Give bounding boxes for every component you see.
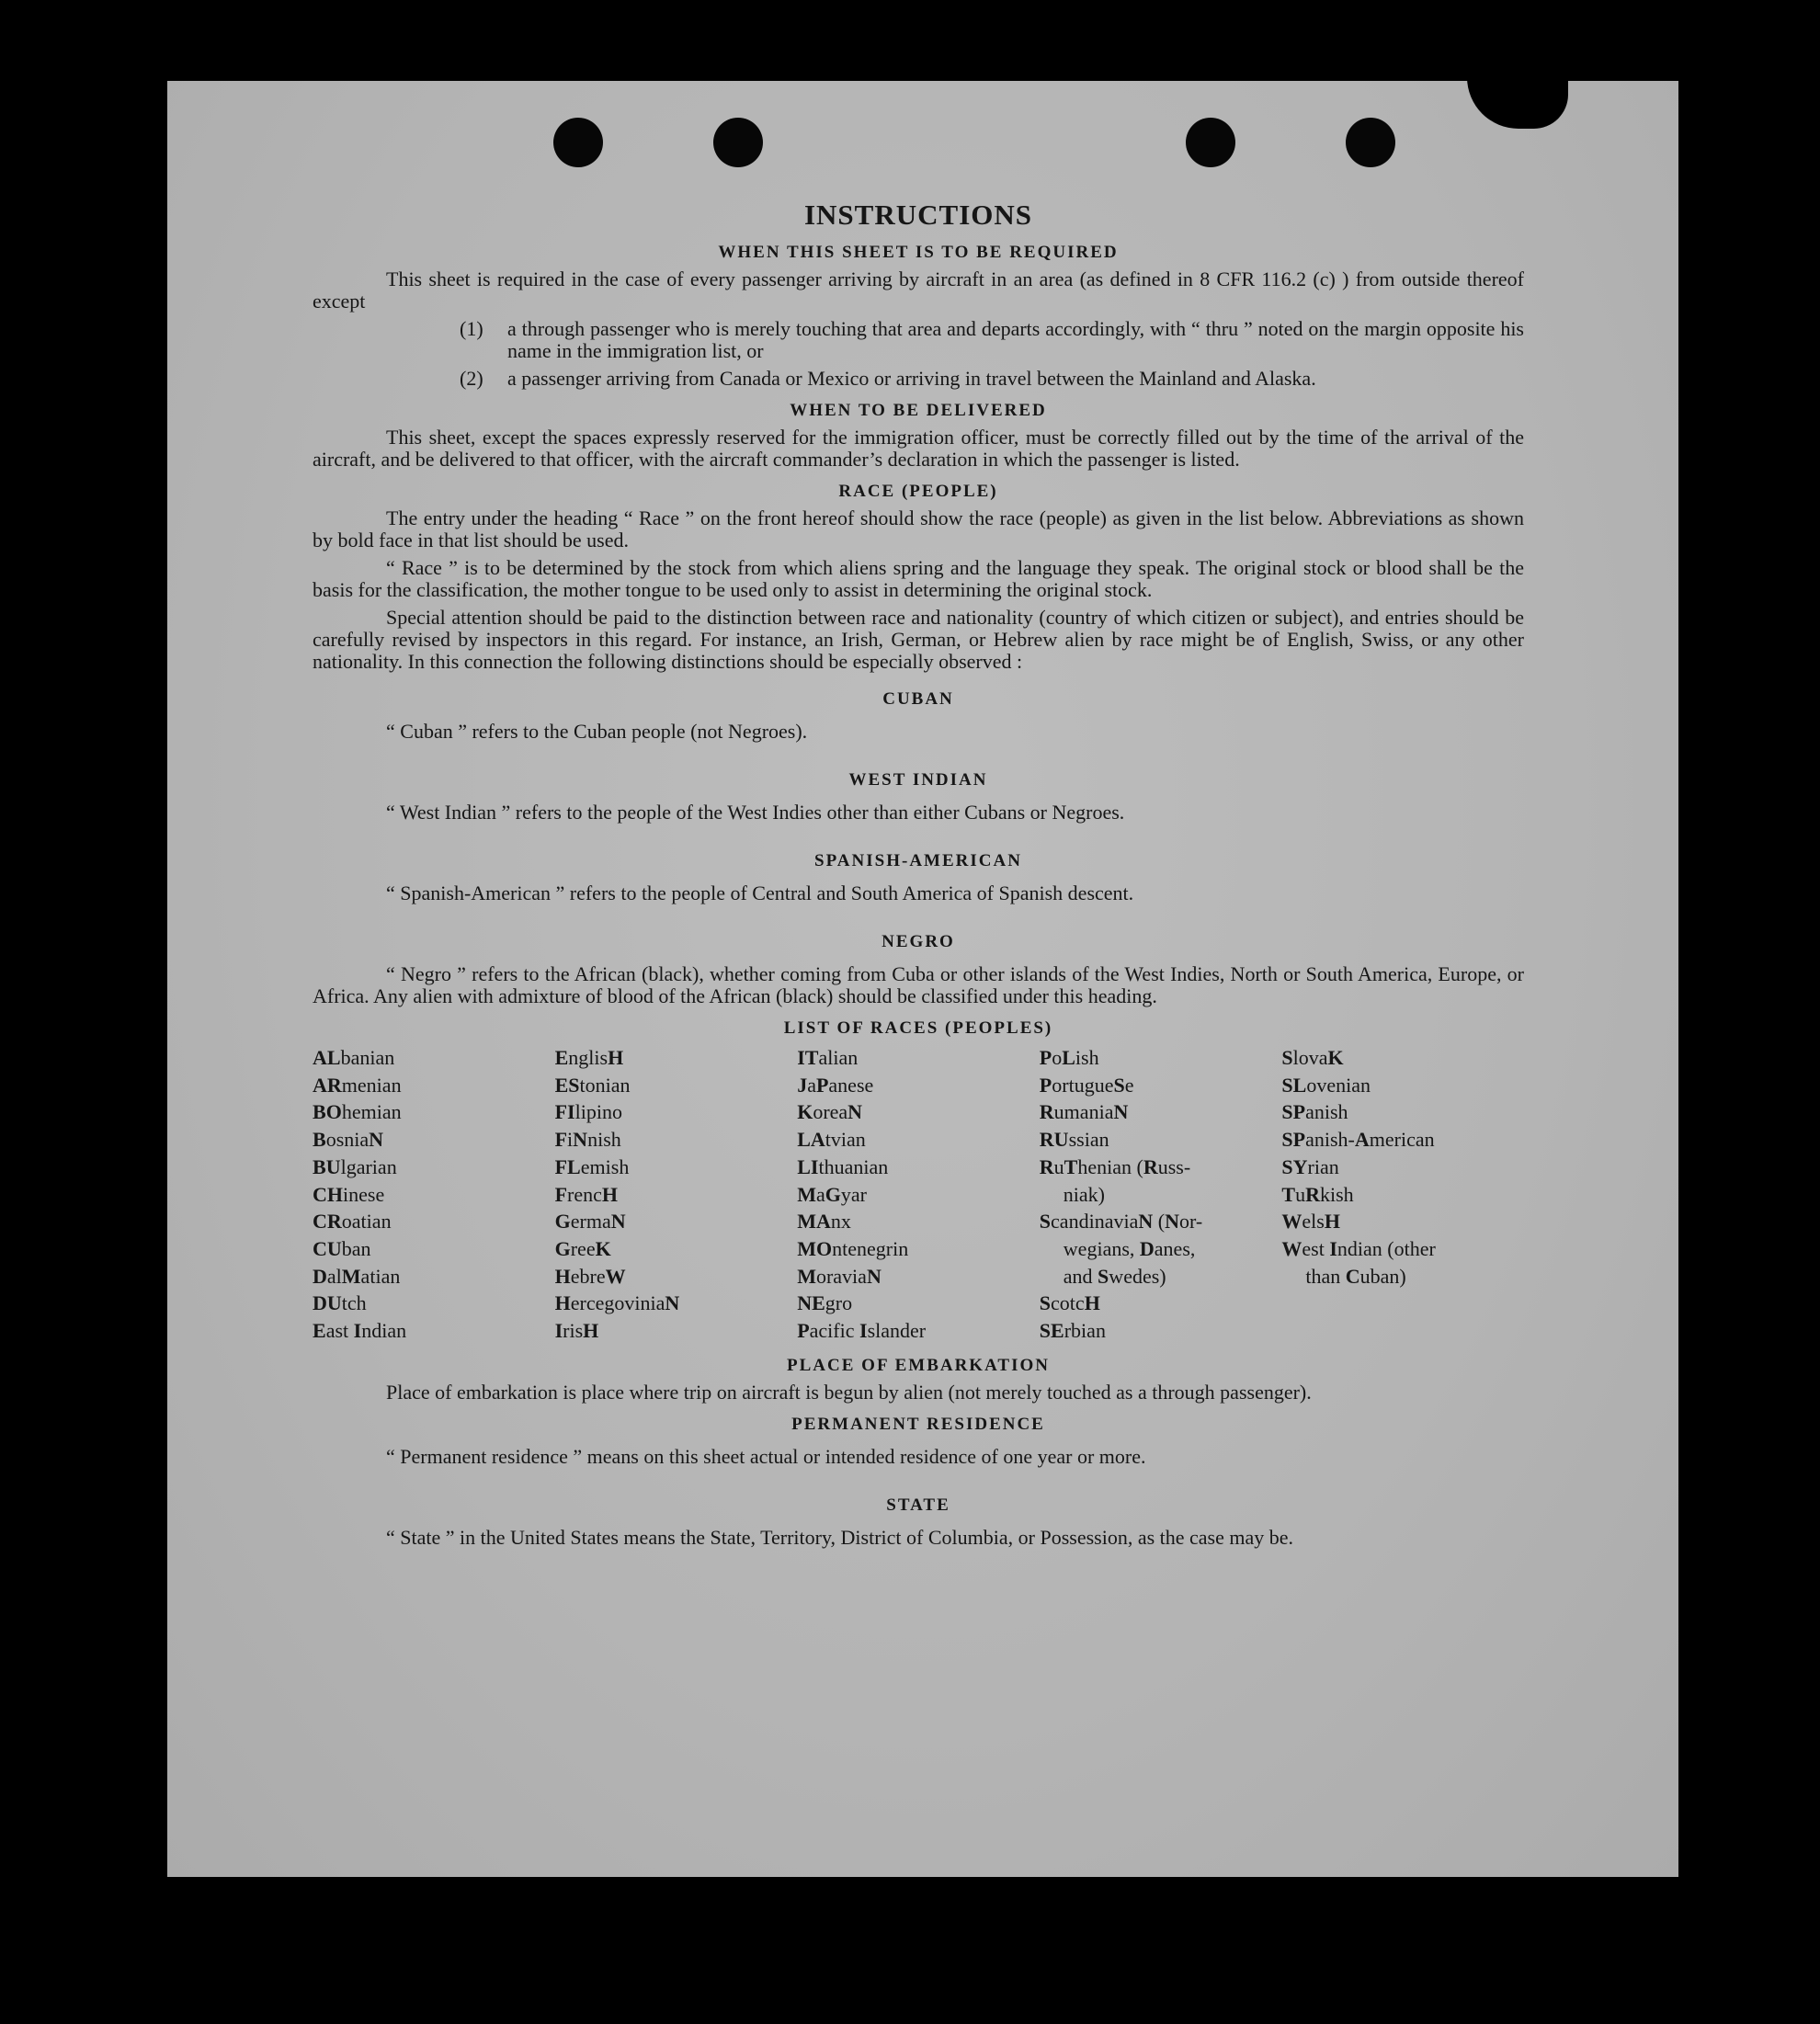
- race-entry: SPanish-American: [1281, 1128, 1435, 1152]
- heading-when-delivered: WHEN TO BE DELIVERED: [790, 401, 1047, 420]
- race-entry: LAtvian: [797, 1128, 866, 1152]
- item-number: (2): [460, 367, 483, 390]
- race-entry: WelsH: [1281, 1210, 1340, 1234]
- paragraph-negro: “ Negro ” refers to the African (black), whether coming from Cuba or other islands of the West Indies, North or South America, Europe, or Africa. Any alien with admixture of blood of the African (black) should be classified under this heading.: [313, 962, 1524, 1007]
- heading-spanish-american: SPANISH-AMERICAN: [814, 851, 1022, 870]
- race-entry: SYrian: [1281, 1154, 1339, 1178]
- race-entry: FLemish: [554, 1154, 630, 1178]
- page-title: INSTRUCTIONS: [803, 199, 1032, 231]
- race-entry: RUssian: [1039, 1128, 1109, 1152]
- punch-hole: [1346, 118, 1395, 167]
- race-entry: HercegoviniaN: [554, 1291, 680, 1315]
- race-entry: FIlipino: [554, 1100, 622, 1124]
- races-column: [313, 1044, 555, 1345]
- list-item: [460, 318, 1524, 362]
- race-entry: Pacific Islander: [797, 1319, 927, 1343]
- paragraph-cuban: “ Cuban ” refers to the Cuban people (not Negroes).: [386, 720, 808, 743]
- heading-when-required: WHEN THIS SHEET IS TO BE REQUIRED: [718, 243, 1119, 262]
- races-column: [797, 1044, 1040, 1345]
- races-column: [1040, 1044, 1282, 1345]
- paragraph-permanent-residence: “ Permanent residence ” means on this sheet actual or intended residence of one year or more.: [386, 1444, 1146, 1468]
- heading-cuban: CUBAN: [882, 689, 954, 709]
- race-entry: FrencH: [554, 1182, 619, 1206]
- heading-west-indian: WEST INDIAN: [848, 770, 988, 790]
- race-entry: SLovenian: [1281, 1073, 1371, 1097]
- item-number: (1): [460, 317, 483, 340]
- paragraph-when-required: This sheet is required in the case of every passenger arriving by aircraft in an area (as defined in 8 CFR 116.2 (c) ) from outside thereof except: [313, 267, 1524, 313]
- race-entry: CHinese: [313, 1182, 385, 1206]
- race-entry: PoLish: [1039, 1046, 1099, 1069]
- paragraph-race-1: The entry under the heading “ Race ” on the front hereof should show the race (people) as given in the list below. Abbreviations as shown by bold face in that list should be used.: [313, 506, 1524, 551]
- race-entry: BosniaN: [313, 1128, 384, 1152]
- race-entry: FiNnish: [554, 1128, 621, 1152]
- race-entry: RumaniaN: [1039, 1100, 1129, 1124]
- race-entry: EStonian: [554, 1073, 631, 1097]
- races-column: [1281, 1044, 1524, 1345]
- list-item: [460, 368, 1524, 390]
- race-entry-continued: niak): [1063, 1182, 1105, 1206]
- heading-embarkation: PLACE OF EMBARKATION: [787, 1355, 1050, 1375]
- race-entry: MOntenegrin: [797, 1236, 909, 1260]
- punch-hole: [1186, 118, 1235, 167]
- race-entry: IrisH: [554, 1319, 599, 1343]
- race-entry: EnglisH: [554, 1046, 624, 1069]
- race-entry: RuThenian (Russ-: [1039, 1154, 1191, 1178]
- paragraph-spanish-american: “ Spanish-American ” refers to the people of Central and South America of Spanish descent.: [386, 881, 1134, 904]
- race-entry: ScandinaviaN (Nor-: [1039, 1210, 1203, 1234]
- paragraph-race-3: Special attention should be paid to the distinction between race and nationality (country of which citizen or subject), and entries should be carefully revised by inspectors in this regard. For instance, an Irish, German, or Hebrew alien by race might be of English, Swiss, or any other nationality. In this connection the following distinctions should be especially observed :: [313, 606, 1524, 673]
- race-entry: HebreW: [554, 1264, 626, 1288]
- race-entry: SPanish: [1281, 1100, 1348, 1124]
- race-entry: PortugueSe: [1039, 1073, 1134, 1097]
- race-entry: DalMatian: [313, 1264, 401, 1288]
- race-entry: ScotcH: [1039, 1291, 1100, 1315]
- race-entry: GermaN: [554, 1210, 626, 1234]
- race-entry: ALbanian: [313, 1046, 395, 1069]
- race-entry: CUban: [313, 1236, 371, 1260]
- race-entry: BUlgarian: [313, 1154, 397, 1178]
- race-entry: MAnx: [797, 1210, 851, 1234]
- race-entry: GreeK: [554, 1236, 611, 1260]
- races-list: [313, 1044, 1524, 1345]
- item-text: a through passenger who is merely touching that area and departs accordingly, with “ thru ” noted on the margin opposite his name in the immigration list, or: [507, 317, 1524, 362]
- race-entry: KoreaN: [797, 1100, 863, 1124]
- heading-list-of-races: LIST OF RACES (PEOPLES): [783, 1018, 1053, 1038]
- punch-hole: [553, 118, 603, 167]
- race-entry: ITalian: [797, 1046, 859, 1069]
- race-entry: BOhemian: [313, 1100, 402, 1124]
- races-column: [555, 1044, 798, 1345]
- paragraph-race-2: “ Race ” is to be determined by the stock from which aliens spring and the language they speak. The original stock or blood shall be the basis for the classification, the mother tongue to be used only to assist in determining the original stock.: [313, 556, 1524, 601]
- heading-permanent-residence: PERMANENT RESIDENCE: [791, 1414, 1045, 1434]
- race-entry: DUtch: [313, 1291, 367, 1315]
- race-entry: East Indian: [313, 1319, 407, 1343]
- document-sheet: [167, 81, 1678, 1877]
- instructions-content: [313, 199, 1524, 1549]
- paragraph-state: “ State ” in the United States means the State, Territory, District of Columbia, or Possession, as the case may be.: [386, 1525, 1294, 1549]
- race-entry: SErbian: [1039, 1319, 1106, 1343]
- race-entry: JaPanese: [797, 1073, 874, 1097]
- race-entry: NEgro: [797, 1291, 853, 1315]
- race-entry-continued: wegians, Danes,: [1063, 1236, 1196, 1260]
- race-entry: TuRkish: [1281, 1182, 1354, 1206]
- heading-race: RACE (PEOPLE): [838, 482, 998, 501]
- paragraph-when-delivered: This sheet, except the spaces expressly reserved for the immigration officer, must be correctly filled out by the time of the arrival of the aircraft, and be delivered to that officer, with the aircraft commander’s declaration in which the passenger is listed.: [313, 426, 1524, 471]
- item-text: a passenger arriving from Canada or Mexico or arriving in travel between the Mainland and Alaska.: [507, 367, 1316, 390]
- race-entry: MaGyar: [797, 1182, 867, 1206]
- punch-hole: [713, 118, 763, 167]
- race-entry: MoraviaN: [797, 1264, 882, 1288]
- race-entry: CRoatian: [313, 1210, 392, 1234]
- race-entry: LIthuanian: [797, 1154, 889, 1178]
- paragraph-west-indian: “ West Indian ” refers to the people of the West Indies other than either Cubans or Negroes.: [386, 801, 1125, 824]
- race-entry: ARmenian: [313, 1073, 402, 1097]
- paragraph-embarkation: Place of embarkation is place where trip on aircraft is begun by alien (not merely touched as a through passenger).: [386, 1380, 1312, 1404]
- torn-corner: [1467, 77, 1568, 129]
- race-entry: West Indian (other: [1281, 1236, 1436, 1260]
- heading-negro: NEGRO: [882, 932, 955, 951]
- race-entry-continued: and Swedes): [1063, 1264, 1166, 1288]
- race-entry: SlovaK: [1281, 1046, 1344, 1069]
- heading-state: STATE: [886, 1495, 950, 1515]
- race-entry-continued: than Cuban): [1305, 1264, 1406, 1288]
